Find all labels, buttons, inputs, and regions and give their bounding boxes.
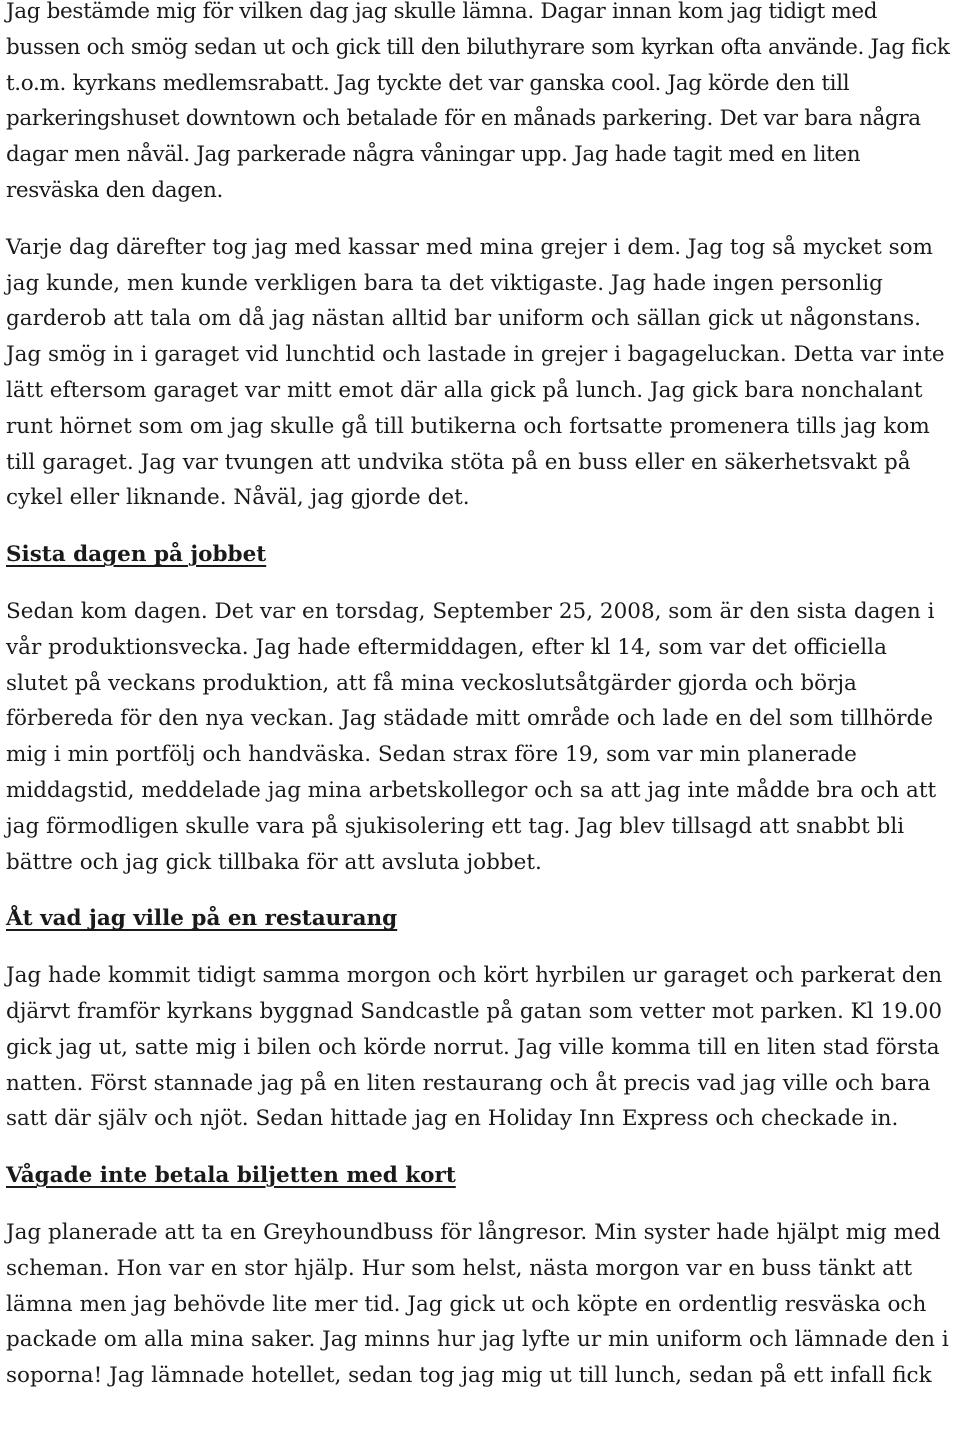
section-text-restaurang: Jag hade kommit tidigt samma morgon och kört hyrbilen ur garaget och parkerat den djärvt framför kyrkans byggnad Sandcastle på gatan som vetter mot parken. Kl 19.00 gick jag ut, satte mig i bilen och körde norrut. Jag ville komma till en liten stad första natten. Först stannade jag på en liten restaurang och åt precis vad jag ville och bara satt där själv och njöt. Sedan hittade jag en Holiday Inn Express och checkade in.: [6, 963, 943, 1132]
section-heading-biljetten: Vågade inte betala biljetten med kort: [6, 1163, 456, 1189]
section-heading-restaurang: Åt vad jag ville på en restaurang: [6, 906, 398, 932]
section-heading-sista-dagen: Sista dagen på jobbet: [6, 542, 267, 568]
paragraph-gap: [6, 937, 954, 958]
paragraph-gap: [6, 1137, 954, 1158]
paragraph-gap: [6, 516, 954, 537]
paragraph-gap: [6, 1194, 954, 1215]
paragraph-gap: [6, 573, 954, 594]
section-text-sista-dagen: Sedan kom dagen. Det var en torsdag, September 25, 2008, som är den sista dagen i vår produktionsvecka. Jag hade eftermiddagen, efter kl 14, som var det officiella slutet på veckans produktion, att få mina veckoslutsåtgärder gjorda och börja förbereda för den nya veckan. Jag städade mitt område och lade en del som tillhörde mig i min portfölj och handväska. Sedan strax före 19, som var min planerade middagstid, meddelade jag mina arbetskollegor och sa att jag inte mådde bra och att jag förmodligen skulle vara på sjukisolering ett tag. Jag blev tillsagd att snabbt bli bättre och jag gick tillbaka för att avsluta jobbet.: [6, 598, 937, 875]
paragraph-kassar: Varje dag därefter tog jag med kassar med mina grejer i dem. Jag tog så mycket som jag kunde, men kunde verkligen bara ta det viktigaste. Jag hade ingen personlig garderob att tala om då jag nästan alltid bar uniform och sällan gick ut någonstans. Jag smög in i garaget vid lunchtid och lastade in grejer i bagageluckan. Detta var inte lätt eftersom garaget var mitt emot där alla gick på lunch. Jag gick bara nonchalant runt hörnet som om jag skulle gå till butikerna och fortsatte promenera tills jag kom till garaget. Jag var tvungen att undvika stöta på en buss eller en säkerhetsvakt på cykel eller liknande. Nåväl, jag gjorde det.: [6, 234, 945, 511]
paragraph-gap: [6, 209, 954, 230]
document-page: [6, 0, 954, 1394]
paragraph-gap: [6, 880, 954, 901]
section-text-biljetten: Jag planerade att ta en Greyhoundbuss för långresor. Min syster hade hjälpt mig med scheman. Hon var en stor hjälp. Hur som helst, nästa morgon var en buss tänkt att lämna men jag behövde lite mer tid. Jag gick ut och köpte en ordentlig resväska och packade om alla mina saker. Jag minns hur jag lyfte ur min uniform och lämnade den i soporna! Jag lämnade hotellet, sedan tog jag mig ut till lunch, sedan på ett infall fick: [6, 1219, 949, 1389]
paragraph-intro: Jag bestämde mig för vilken dag jag skulle lämna. Dagar innan kom jag tidigt med bussen och smög sedan ut och gick till den biluthyrare som kyrkan ofta använde. Jag fick t.o.m. kyrkans medlemsrabatt. Jag tyckte det var ganska cool. Jag körde den till parkeringshuset downtown och betalade för en månads parkering. Det var bara några dagar men nåväl. Jag parkerade några våningar upp. Jag hade tagit med en liten resväska den dagen.: [6, 0, 950, 203]
